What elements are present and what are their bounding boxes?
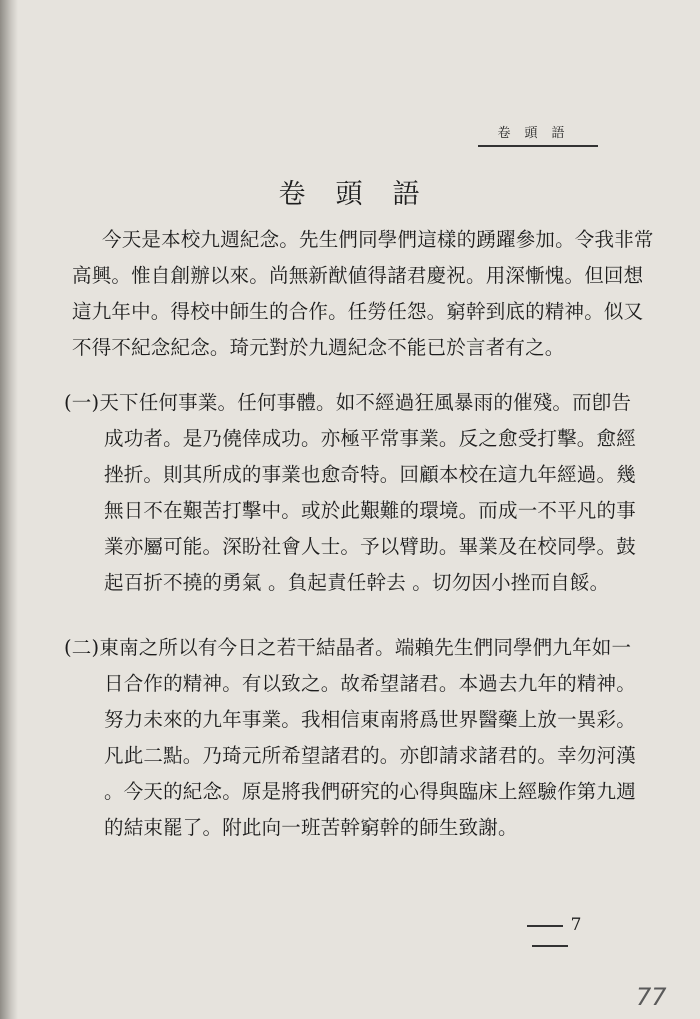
item-one-line: 無日不在艱苦打擊中。或於此艱難的環境。而成一不平凡的事 [104,499,636,522]
intro-line: 今天是本校九週紀念。先生們同學們這樣的踴躍參加。令我非常 [102,228,654,251]
item-one-line: 業亦屬可能。深盼社會人士。予以臂助。畢業及在校同學。鼓 [104,535,636,558]
item-one-line: 成功者。是乃僥倖成功。亦極平常事業。反之愈受打擊。愈經 [104,427,636,450]
item-one-line: (一)天下任何事業。任何事體。如不經過狂風暴雨的催殘。而卽告 [64,391,632,414]
page-number-footer [500,915,600,955]
intro-line: 高興。惟自創辦以來。尚無新猷値得諸君慶祝。用深慚愧。但回想 [72,264,644,287]
running-header: 卷頭語 [478,122,598,147]
intro-line: 這九年中。得校中師生的合作。任勞任怨。窮幹到底的精神。似又 [72,300,644,323]
item-two-line: 凡此二點。乃琦元所希望諸君的。亦卽請求諸君的。幸勿河漢 [104,744,636,767]
item-two-line: 努力未來的九年事業。我相信東南將爲世界醫藥上放一異彩。 [104,708,636,731]
item-two-line: 的結束罷了。附此向一班苦幹窮幹的師生致謝。 [104,816,518,839]
page-number-rule-right [532,945,568,947]
item-one-line: 起百折不撓的勇氣 。負起責任幹去 。切勿因小挫而自餒。 [104,571,610,594]
item-one-line: 挫折。則其所成的事業也愈奇特。回顧本校在這九年經過。幾 [104,463,636,486]
book-spine-shadow [0,0,18,1019]
item-two-paragraph [64,630,636,846]
intro-line: 不得不紀念紀念。琦元對於九週紀念不能已於言者有之。 [72,336,565,359]
item-two-line: 日合作的精神。有以致之。故希望諸君。本過去九年的精神。 [104,672,636,695]
page-number: 7 [570,915,582,935]
page-number-rule-left [527,925,563,927]
intro-paragraph [72,222,654,366]
item-two-line: 。今天的紀念。原是將我們硏究的心得與臨床上經驗作第九週 [104,780,636,803]
page-title: 卷頭語 [278,179,450,210]
item-one-paragraph [64,385,636,601]
handwritten-note: 77 [636,983,667,1011]
item-two-line: (二)東南之所以有今日之若干結晶者。端賴先生們同學們九年如一 [64,636,632,659]
